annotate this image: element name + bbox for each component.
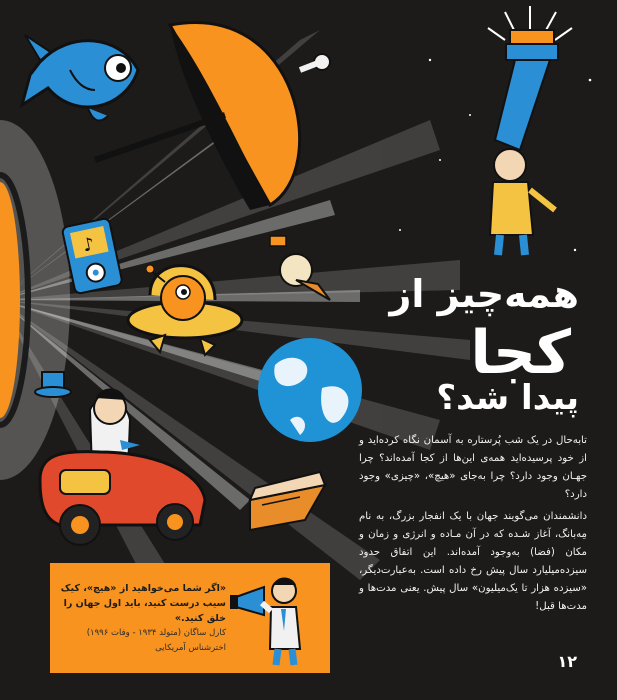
man-with-telescope-icon bbox=[488, 6, 572, 255]
music-player-icon bbox=[62, 218, 123, 294]
fish-icon bbox=[22, 35, 138, 121]
heading-line-3: پیدا شد؟ bbox=[436, 378, 579, 418]
earth-globe-icon bbox=[258, 338, 362, 442]
quote-text: «اگر شما می‌خواهید از «هیچ»، کیک سیب درست کنید، باید اول جهان را خلق کنید.» bbox=[60, 583, 226, 624]
paragraph-intro: تا‌به‌حال در یک شب پُرستاره به آسمان نگاه کرده‌اید و از خود پرسیده‌اید همه‌ی این‌ها از کجا آمده‌اند؟ چرا جهـان وجود دارد؟ چرا به‌جای «هیچ»، «چیزی» وجود دارد؟ bbox=[359, 435, 587, 500]
quote-author: کارل ساگان (متولد ۱۹۳۴ - وفات ۱۹۹۶) bbox=[86, 628, 226, 638]
quote-author-role: اخترشناس آمریکایی bbox=[155, 643, 226, 653]
man-with-megaphone-icon bbox=[226, 569, 322, 669]
quote-box bbox=[50, 563, 330, 673]
quote-citation bbox=[52, 626, 226, 656]
paragraph-big-bang: دانشمندان می‌گویند جهان با یک انفجار بزرگ، به نام مِه‌بانگ، آغاز شـده که در آن مـاده و انرژی و زمان و مکان (فضا) به‌وجود آمده‌اند. این اتفاق حدود سیزده‌میلیارد سال پیش رخ داده است. به‌عبارت‌دیگر، «سیزده هزار تا یک‌میلیون» سال پیش. یعنی مدت‌ها و مدت‌ها قبل! bbox=[359, 511, 587, 612]
body-text bbox=[359, 432, 587, 620]
heading-line-1: همه‌چیز از bbox=[389, 272, 579, 316]
page-number: ۱۲ bbox=[557, 652, 577, 671]
svg-text:♪: ♪ bbox=[80, 233, 97, 257]
heading-line-2: کجا bbox=[470, 318, 571, 388]
